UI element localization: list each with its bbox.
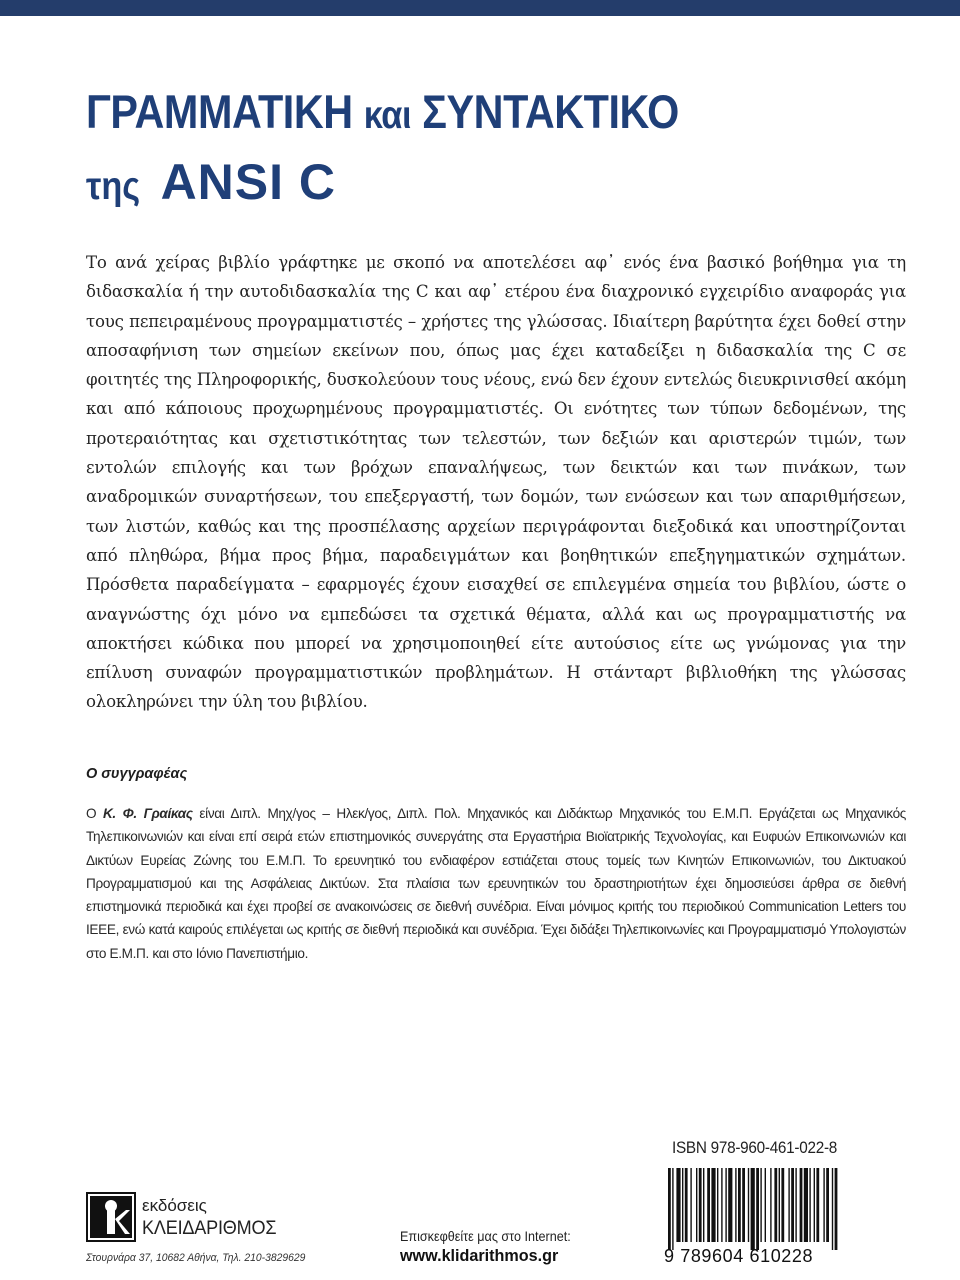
title-word-grammar: ΓΡΑΜΜΑΤΙΚΗ xyxy=(86,85,353,138)
author-heading: Ο συγγραφέας xyxy=(86,766,188,782)
author-name: Κ. Φ. Γραίκας xyxy=(102,806,193,821)
title-line-1 xyxy=(86,84,679,144)
top-color-band xyxy=(0,0,960,16)
isbn-barcode xyxy=(664,1168,894,1250)
publisher-label: εκδόσεις xyxy=(142,1196,207,1215)
keyhole-k-logo-icon xyxy=(86,1192,136,1242)
isbn-label: ISBN 978-960-461-022-8 xyxy=(672,1138,838,1157)
title-word-ansi-c: ANSI C xyxy=(160,154,337,210)
title-word-of: της xyxy=(86,165,141,208)
author-prefix: Ο xyxy=(86,806,103,821)
publisher-address: Στουρνάρα 37, 10682 Αθήνα, Τηλ. 210-3829629 xyxy=(86,1252,306,1264)
book-description: Το ανά χείρας βιβλίο γράφτηκε με σκοπό να αποτελέσει αφ᾽ ενός ένα βασικό βοήθημα για τη διδασκαλία ή την αυτοδιδασκαλία της C και αφ᾽ ετέρου ένα διαχρονικό εγχειρίδιο αναφοράς για τους πεπειραμένους προγραμματιστές – χρήστες της γλώσσας. Ιδιαίτερη βαρύτητα έχει δοθεί στην αποσαφήνιση των σημείων εκείνων που, όπως μας έχει καταδείξει η διδασκαλία της C σε φοιτητές της Πληροφορικής, δυσκολεύουν τους νέους, ενώ δεν έχουν εντελώς διευκρινισθεί ακόμη και από κάποιους προχωρημένους προγραμματιστές. Οι ενότητες των τύπων δεδομένων, της προτεραιότητας και σχετιστικότητας των τελεστών, των δεξιών και αριστερών τιμών, των εντολών επιλογής και των βρόχων επαναλήψεως, των δεικτών και των πινάκων, των αναδρομικών συναρτήσεων, του επεξεργαστή, των δομών, των ενώσεων και των απαριθμήσεων, των λιστών, καθώς και της προσπέλασης αρχείων περιγράφονται διεξοδικά και υποστηρίζονται από πληθώρα, βήμα προς βήμα, παραδειγμάτων και βοηθητικών επεξηγηματικών σχημάτων. Πρόσθετα παραδείγματα – εφαρμογές έχουν εισαχθεί σε επιλεγμένα σημεία του βιβλίου, ώστε ο αναγνώστης όχι μόνο να εμπεδώσει τα σχετικά θέματα, αλλά και ως προγραμματιστής να αποκτήσει κώδικα που μπορεί να χρησιμοποιηθεί είτε αυτούσιος είτε ως γνώμονας για την επίλυση συναφών προγραμματιστικών προβλημάτων. Η στάνταρτ βιβλιοθήκη της γλώσσας ολοκληρώνει την ύλη του βιβλίου. xyxy=(86,253,906,712)
title-line-2 xyxy=(86,152,760,217)
website-link[interactable]: www.klidarithmos.gr xyxy=(400,1246,559,1265)
title-word-syntax: ΣΥΝΤΑΚΤΙΚΟ xyxy=(422,85,679,138)
title-word-and: και xyxy=(363,94,412,137)
barcode-digits: 9 789604 610228 xyxy=(664,1246,814,1266)
book-title xyxy=(86,84,760,217)
author-bio-text: είναι Διπλ. Μηχ/γος – Ηλεκ/γος, Διπλ. Πολ. Μηχανικός και Διδάκτωρ Μηχανικός του Ε.Μ.Π. Εργάζεται ως Μηχανικός Τηλεπικοινωνιών και είναι επί σειρά ετών επιστημονικός συνεργάτης στα Εργαστήρια Βιοϊατρικής Τεχνολογίας, και Ευφυών Επικοινωνιών και Δικτύων Ευρείας Ζώνης του Ε.Μ.Π. Το ερευνητικό του ενδιαφέρον εστιάζεται στους τομείς των Κινητών Επικοινωνιών, του Δικτυακού Προγραμματισμού και της Ασφάλειας Δικτύων. Στα πλαίσια των ερευνητικών του δραστηριοτήτων έχει δημοσιεύσει άρθρα σε διεθνή επιστημονικά περιοδικά και έχει προβεί σε ανακοινώσεις σε διεθνή συνέδρια. Είναι μόνιμος κριτής του περιοδικού Communication Letters του IEEE, ενώ κατά καιρούς επιλέγεται ως κριτής σε διεθνή περιοδικά και συνέδρια. Έχει διδάξει Τηλεπικοινωνίες και Προγραμματισμό Υπολογιστών στο Ε.Μ.Π. και στο Ιόνιο Πανεπιστήμιο. xyxy=(86,806,907,961)
publisher-name: ΚΛΕΙΔΑΡΙΘΜΟΣ xyxy=(142,1218,277,1239)
visit-label: Επισκεφθείτε μας στο Internet: xyxy=(400,1228,571,1244)
author-bio xyxy=(86,802,906,965)
